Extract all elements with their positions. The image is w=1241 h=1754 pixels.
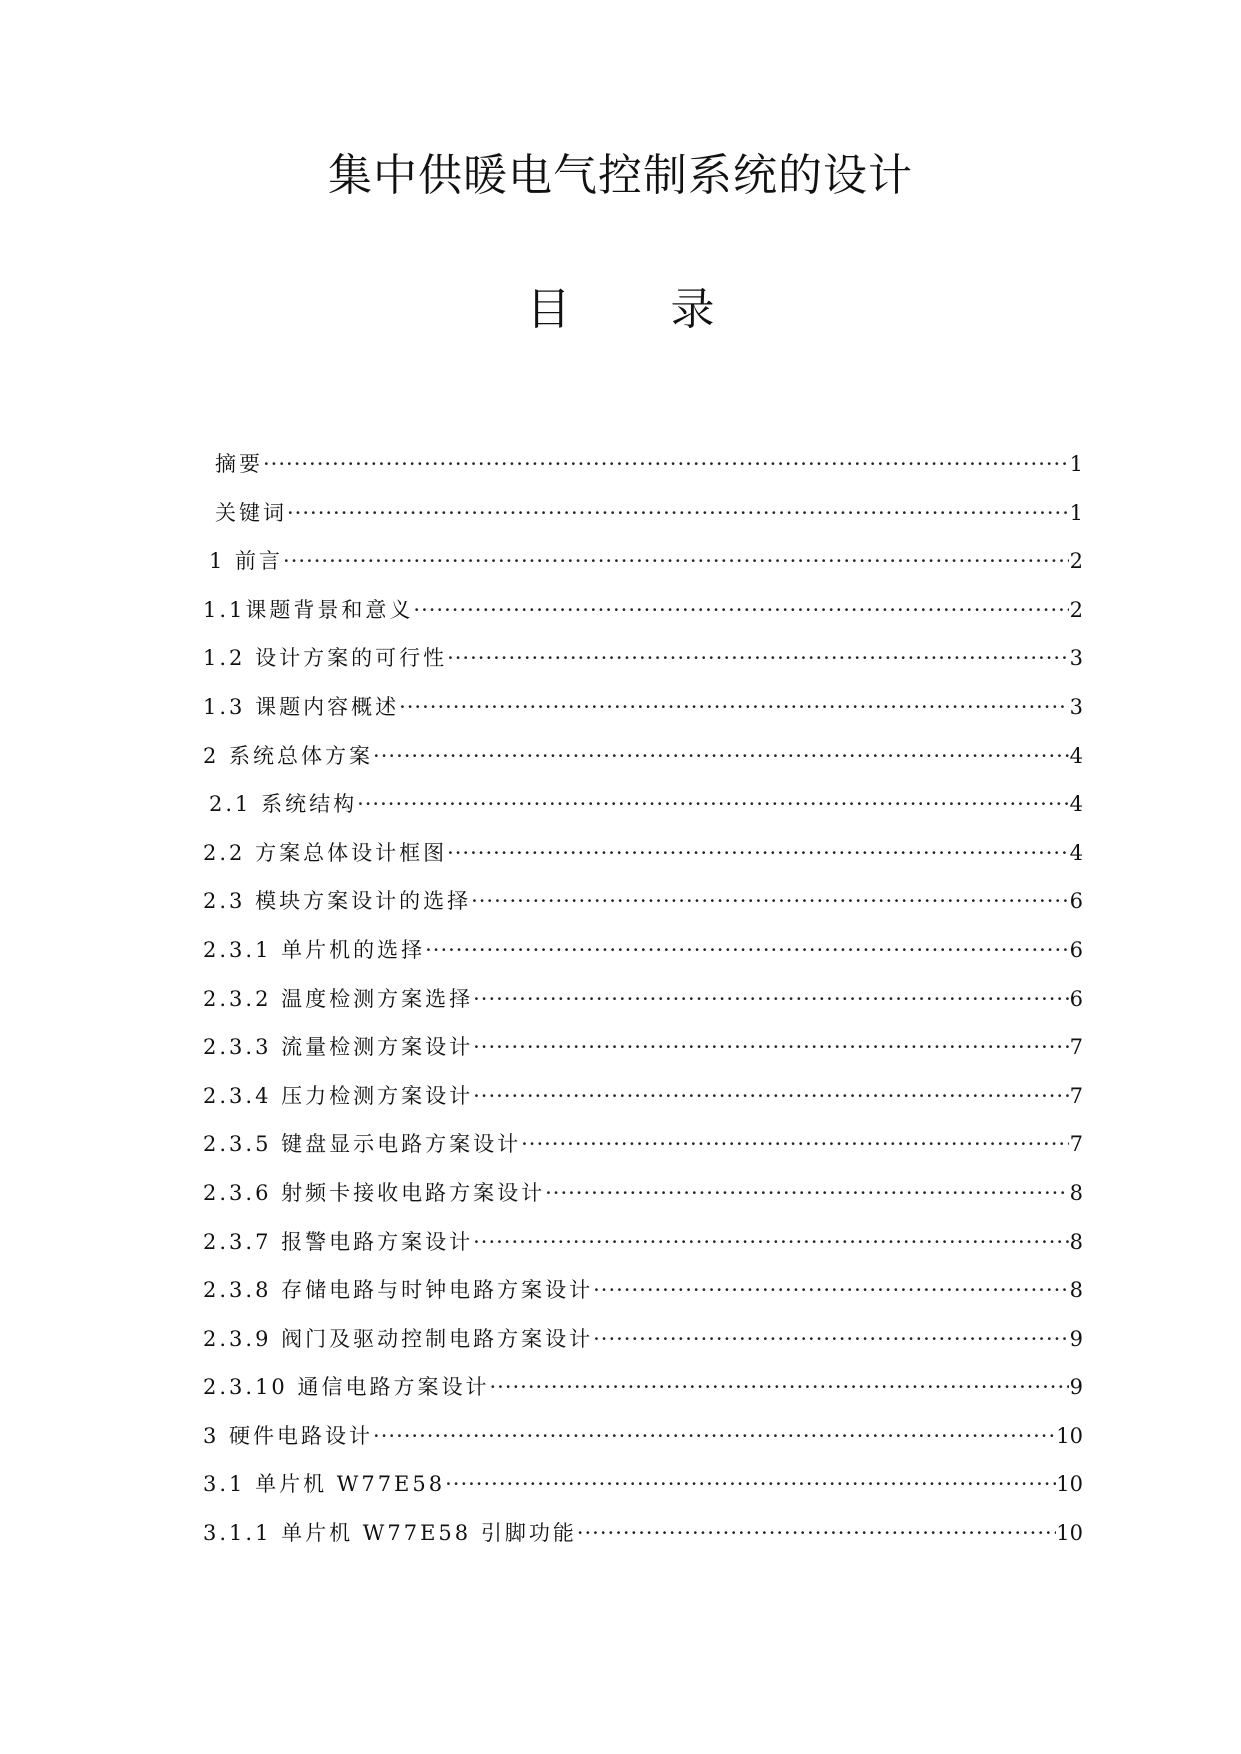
toc-entry-page: 3: [1069, 694, 1083, 719]
toc-entry[interactable]: [203, 1412, 1083, 1461]
toc-leader-dots: [263, 440, 1069, 489]
toc-entry-page: 1: [1069, 452, 1083, 476]
toc-heading: [0, 282, 1241, 338]
toc-leader-dots: [545, 1169, 1069, 1218]
toc-entry-page: 10: [1056, 1472, 1083, 1497]
toc-leader-dots: [447, 634, 1069, 683]
toc-entry[interactable]: [203, 1120, 1083, 1169]
toc-entry[interactable]: [203, 829, 1083, 878]
toc-leader-dots: [373, 732, 1069, 781]
toc-entry-label: 关键词: [215, 500, 287, 525]
toc-entry[interactable]: [203, 926, 1083, 975]
toc-entry-label: 2.3.5 键盘显示电路方案设计: [203, 1132, 522, 1157]
toc-entry-page: 2: [1069, 549, 1083, 574]
toc-entry-label: 2.3.1 单片机的选择: [203, 937, 426, 962]
toc-entry[interactable]: [203, 975, 1083, 1024]
toc-entry-page: 7: [1069, 1035, 1083, 1060]
toc-entry-label: 2.3.9 阀门及驱动控制电路方案设计: [203, 1326, 594, 1351]
toc-leader-dots: [357, 780, 1069, 829]
toc-leader-dots: [489, 1363, 1069, 1412]
toc-entry[interactable]: [203, 440, 1083, 489]
toc-entry-label: 2.1 系统结构: [209, 792, 358, 817]
toc-leader-dots: [577, 1509, 1056, 1558]
toc-entry[interactable]: [203, 780, 1083, 829]
toc-leader-dots: [593, 1266, 1069, 1315]
toc-entry-label: 2.3.7 报警电路方案设计: [203, 1229, 474, 1254]
toc-entry[interactable]: [203, 1169, 1083, 1218]
toc-leader-dots: [521, 1120, 1069, 1169]
toc-leader-dots: [413, 586, 1069, 635]
toc-entry-page: 7: [1069, 1083, 1083, 1108]
toc-entry-label: 2.3.8 存储电路与时钟电路方案设计: [203, 1278, 594, 1303]
toc-entry-label: 2.3.3 流量检测方案设计: [203, 1035, 474, 1060]
toc-entry[interactable]: [203, 1460, 1083, 1509]
toc-leader-dots: [283, 537, 1069, 586]
toc-entry-label: 2.3.6 射频卡接收电路方案设计: [203, 1180, 546, 1205]
toc-entry[interactable]: [203, 489, 1083, 538]
toc-entry[interactable]: [203, 634, 1083, 683]
toc-entry-label: 3.1 单片机 W77E58: [203, 1472, 446, 1497]
toc-leader-dots: [471, 877, 1069, 926]
toc-leader-dots: [287, 489, 1069, 538]
toc-entry-label: 1 前言: [209, 549, 284, 574]
toc-entry-label: 1.1课题背景和意义: [203, 597, 414, 622]
toc-entry-label: 摘要: [215, 452, 263, 476]
toc-entry-label: 3 硬件电路设计: [203, 1423, 374, 1448]
toc-entry-page: 9: [1069, 1375, 1083, 1400]
toc-entry[interactable]: [203, 1023, 1083, 1072]
toc-entry-page: 6: [1069, 986, 1083, 1011]
toc-heading-right: 录: [670, 284, 715, 335]
toc-entry-page: 8: [1069, 1229, 1083, 1254]
toc-entry-page: 6: [1069, 889, 1083, 914]
toc-leader-dots: [447, 829, 1069, 878]
toc-leader-dots: [473, 1072, 1069, 1121]
toc-entry[interactable]: [203, 683, 1083, 732]
toc-entry[interactable]: [203, 537, 1083, 586]
toc-leader-dots: [593, 1315, 1069, 1364]
toc-entry-page: 1: [1069, 500, 1083, 525]
toc-entry[interactable]: [203, 1266, 1083, 1315]
toc-entry-label: 2.3 模块方案设计的选择: [203, 889, 472, 914]
toc-entry-page: 7: [1069, 1132, 1083, 1157]
toc-entry-page: 8: [1069, 1180, 1083, 1205]
toc-entry[interactable]: [203, 1072, 1083, 1121]
toc-entry[interactable]: [203, 732, 1083, 781]
toc-heading-left: 目: [526, 284, 571, 335]
toc-entry[interactable]: [203, 586, 1083, 635]
toc-entry-label: 2.3.4 压力检测方案设计: [203, 1083, 474, 1108]
toc-entry-label: 1.2 设计方案的可行性: [203, 646, 448, 671]
toc-list: [203, 440, 1083, 1558]
toc-entry[interactable]: [203, 877, 1083, 926]
toc-entry-label: 2.3.10 通信电路方案设计: [203, 1375, 490, 1400]
toc-leader-dots: [473, 1023, 1069, 1072]
toc-entry-page: 4: [1069, 743, 1083, 768]
toc-entry-page: 3: [1069, 646, 1083, 671]
toc-leader-dots: [473, 975, 1069, 1024]
toc-entry-page: 10: [1056, 1423, 1083, 1448]
toc-entry-label: 2.3.2 温度检测方案选择: [203, 986, 474, 1011]
toc-entry-label: 1.3 课题内容概述: [203, 694, 400, 719]
toc-entry[interactable]: [203, 1315, 1083, 1364]
toc-leader-dots: [445, 1460, 1056, 1509]
document-title: 集中供暖电气控制系统的设计: [328, 150, 913, 201]
toc-entry-page: 8: [1069, 1278, 1083, 1303]
toc-entry-page: 10: [1056, 1521, 1083, 1546]
toc-entry-page: 4: [1069, 792, 1083, 817]
toc-entry-label: 3.1.1 单片机 W77E58 引脚功能: [203, 1521, 577, 1546]
toc-entry-page: 6: [1069, 937, 1083, 962]
toc-leader-dots: [425, 926, 1069, 975]
toc-entry-label: 2 系统总体方案: [203, 743, 374, 768]
toc-entry[interactable]: [203, 1363, 1083, 1412]
toc-entry[interactable]: [203, 1509, 1083, 1558]
toc-entry-page: 2: [1069, 597, 1083, 622]
toc-leader-dots: [399, 683, 1069, 732]
toc-entry[interactable]: [203, 1218, 1083, 1267]
toc-leader-dots: [373, 1412, 1056, 1461]
toc-entry-page: 9: [1069, 1326, 1083, 1351]
toc-entry-label: 2.2 方案总体设计框图: [203, 840, 448, 865]
toc-entry-page: 4: [1069, 840, 1083, 865]
toc-leader-dots: [473, 1218, 1069, 1267]
